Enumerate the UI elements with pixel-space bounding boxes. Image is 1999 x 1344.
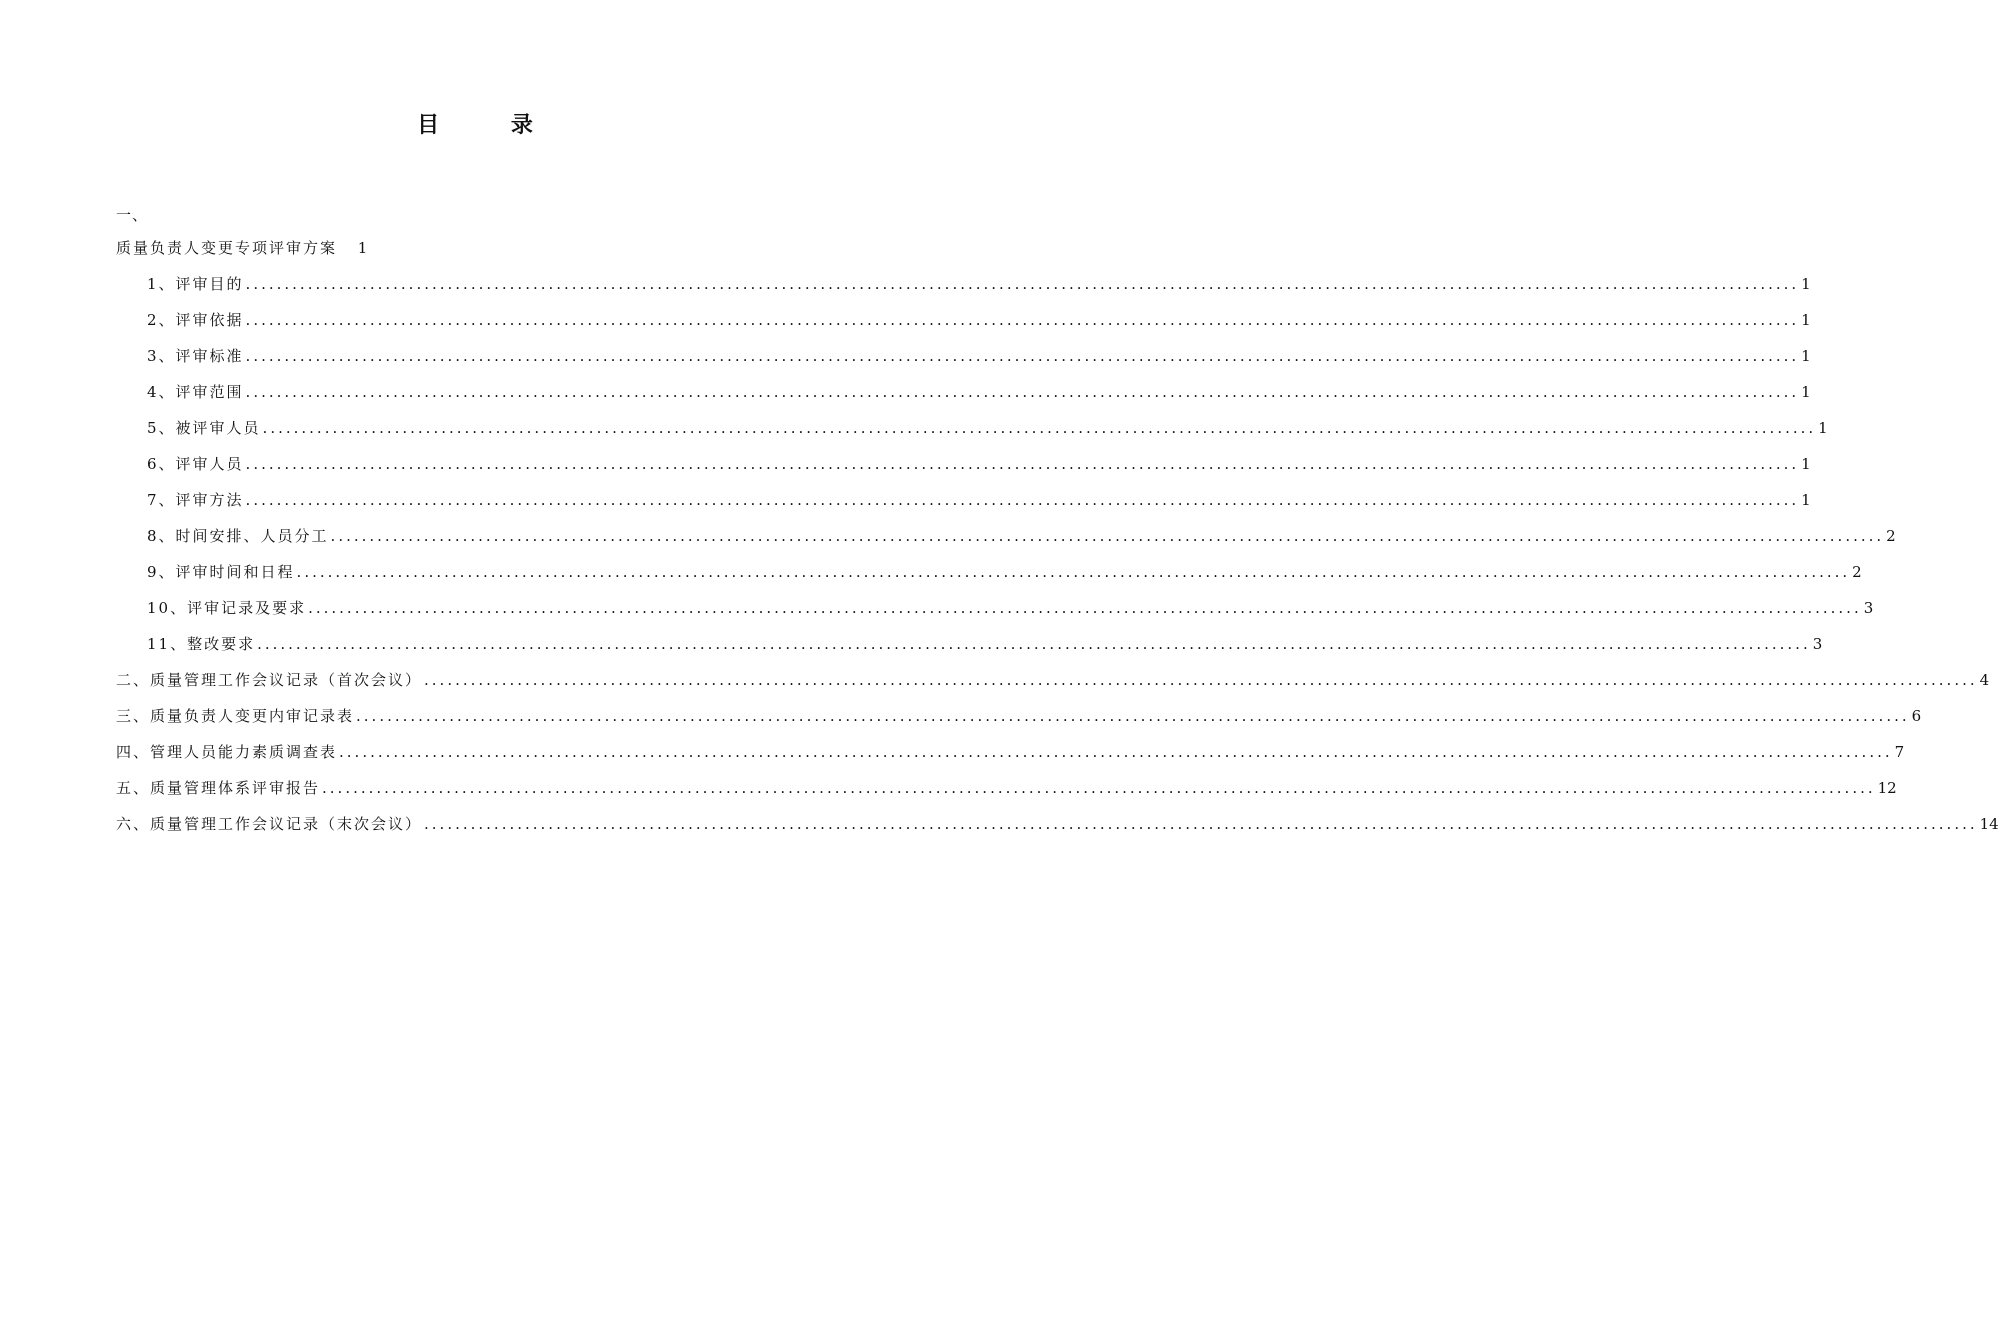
toc-entry-page: 1: [1801, 275, 1811, 293]
toc-entry-leader: ........................................................................................................................................................................................................: [245, 383, 1800, 401]
toc-entry-page: 7: [1894, 743, 1905, 761]
toc-entry[interactable]: [116, 446, 1811, 482]
toc-entry[interactable]: [116, 734, 1905, 770]
toc-entry-label: 六、质量管理工作会议记录（末次会议）: [116, 815, 423, 833]
toc-section-heading[interactable]: [116, 230, 838, 266]
toc-entries: [116, 266, 1999, 842]
toc-entry-page: 12: [1877, 779, 1897, 797]
toc-entry[interactable]: [116, 590, 1874, 626]
toc-entry-label: 8、时间安排、人员分工: [147, 527, 329, 545]
toc-entry-label: 四、管理人员能力素质调查表: [116, 743, 338, 761]
toc-entry-page: 1: [1801, 311, 1811, 329]
toc-entry-page: 1: [1818, 419, 1828, 437]
toc-entry-page: 6: [1911, 707, 1922, 725]
toc-entry[interactable]: [116, 266, 1811, 302]
toc-entry-leader: ........................................................................................................................................................................................................: [330, 527, 1885, 545]
toc-entry-leader: ........................................................................................................................................................................................................: [356, 707, 1910, 725]
toc-section-prefix: 一、: [116, 206, 149, 224]
toc-entry[interactable]: [116, 770, 1897, 806]
toc-entry-leader: ........................................................................................................................................................................................................: [245, 311, 1800, 329]
toc-list: [116, 200, 1999, 842]
toc-entry-label: 5、被评审人员: [147, 419, 261, 437]
toc-entry[interactable]: [116, 302, 1811, 338]
toc-entry-page: 1: [1801, 383, 1811, 401]
toc-entry[interactable]: [116, 662, 1990, 698]
toc-entry[interactable]: [116, 806, 1999, 842]
toc-entry-page: 2: [1886, 527, 1896, 545]
toc-section-heading-text: 质量负责人变更专项评审方案: [116, 239, 338, 257]
toc-entry-leader: ........................................................................................................................................................................................................: [262, 419, 1817, 437]
toc-entry-leader: ........................................................................................................................................................................................................: [308, 599, 1862, 617]
toc-section-heading-page: 1: [357, 239, 370, 257]
toc-entry-label: 三、质量负责人变更内审记录表: [116, 707, 355, 725]
toc-entry[interactable]: [116, 518, 1896, 554]
toc-entry-leader: ........................................................................................................................................................................................................: [257, 635, 1811, 653]
toc-entry-page: 2: [1852, 563, 1862, 581]
toc-entry-label: 1、评审目的: [147, 275, 244, 293]
toc-entry[interactable]: [116, 482, 1811, 518]
toc-entry-label: 11、整改要求: [147, 635, 256, 653]
toc-entry-leader: ........................................................................................................................................................................................................: [245, 491, 1800, 509]
toc-entry[interactable]: [116, 626, 1823, 662]
toc-entry-leader: ........................................................................................................................................................................................................: [424, 815, 1978, 833]
toc-entry-label: 4、评审范围: [147, 383, 244, 401]
toc-entry-page: 3: [1812, 635, 1823, 653]
toc-entry-page: 1: [1801, 491, 1811, 509]
toc-entry-label: 3、评审标准: [147, 347, 244, 365]
toc-entry[interactable]: [116, 338, 1811, 374]
toc-title: 目 录: [417, 112, 565, 138]
toc-entry-page: 1: [1801, 347, 1811, 365]
toc-entry-leader: ........................................................................................................................................................................................................: [322, 779, 1876, 797]
toc-entry-label: 五、质量管理体系评审报告: [116, 779, 321, 797]
toc-entry-page: 14: [1979, 815, 1999, 833]
toc-entry[interactable]: [116, 554, 1862, 590]
toc-entry-page: 3: [1863, 599, 1874, 617]
toc-entry[interactable]: [116, 374, 1811, 410]
toc-entry-leader: ........................................................................................................................................................................................................: [245, 455, 1800, 473]
toc-entry-label: 6、评审人员: [147, 455, 244, 473]
toc-entry[interactable]: [116, 410, 1828, 446]
toc-entry-label: 二、质量管理工作会议记录（首次会议）: [116, 671, 423, 689]
toc-entry-leader: ........................................................................................................................................................................................................: [424, 671, 1978, 689]
toc-entry-page: 4: [1979, 671, 1990, 689]
toc-entry-leader: ........................................................................................................................................................................................................: [245, 347, 1800, 365]
toc-entry-label: 10、评审记录及要求: [147, 599, 307, 617]
toc-entry-leader: ........................................................................................................................................................................................................: [296, 563, 1851, 581]
toc-entry-label: 2、评审依据: [147, 311, 244, 329]
toc-entry-label: 9、评审时间和日程: [147, 563, 295, 581]
toc-entry[interactable]: [116, 698, 1922, 734]
toc-entry-label: 7、评审方法: [147, 491, 244, 509]
toc-entry-leader: ........................................................................................................................................................................................................: [339, 743, 1893, 761]
toc-entry-leader: ........................................................................................................................................................................................................: [245, 275, 1800, 293]
toc-entry-page: 1: [1801, 455, 1811, 473]
